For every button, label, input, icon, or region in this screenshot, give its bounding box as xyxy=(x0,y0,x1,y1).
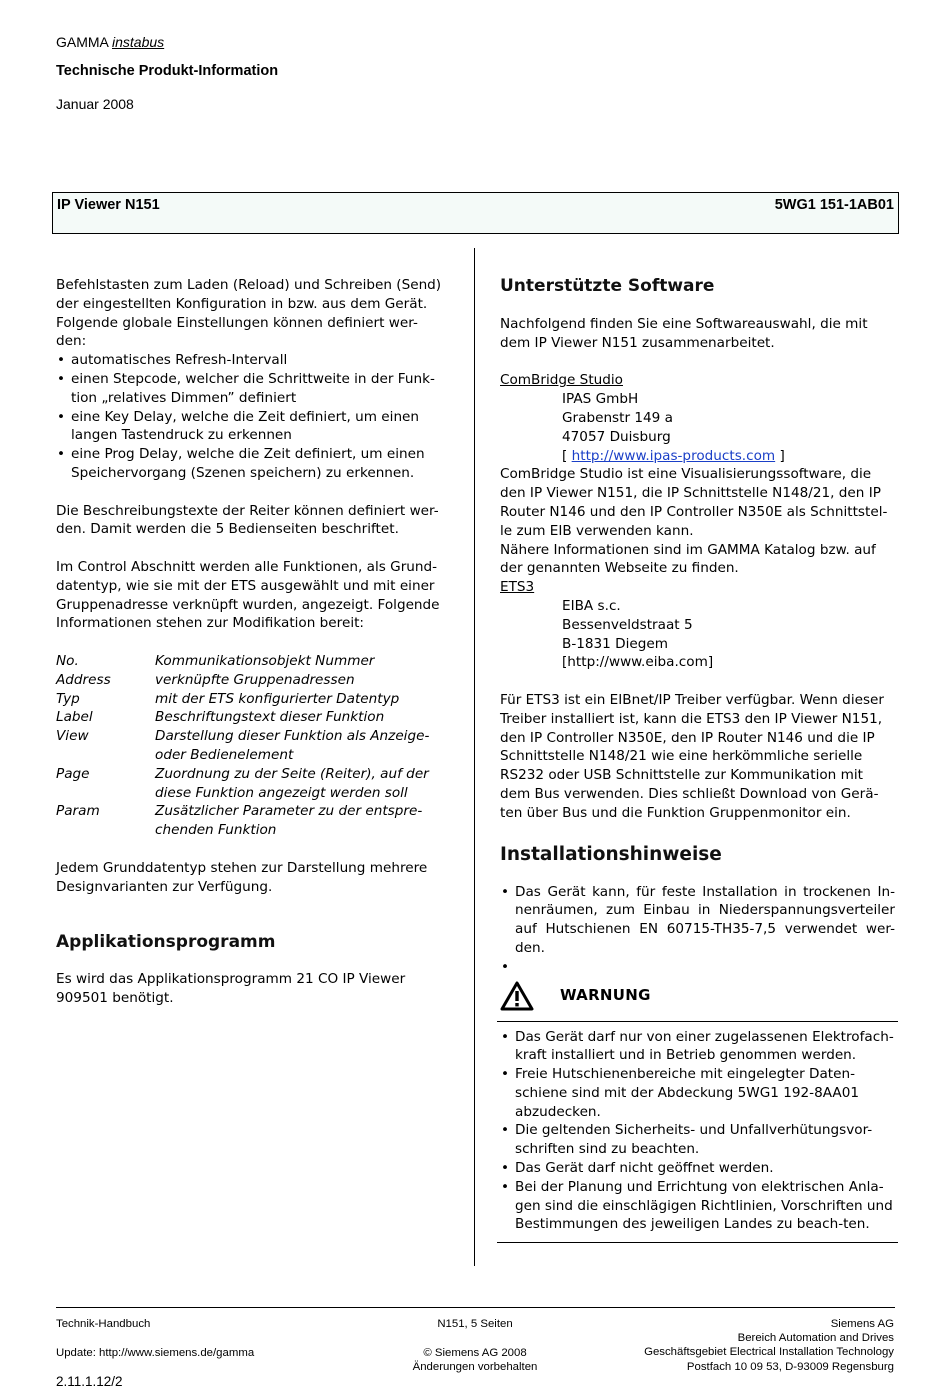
intro-text: Befehlstasten zum Laden (Reload) und Schreiben (Send) der eingestellten Konfiguration in bzw. aus dem Gerät. Folgende globale Einstellungen können definiert wer-den: xyxy=(56,277,442,350)
list-item: • einen Stepcode, welcher die Schrittweite in der Funk-tion „relatives Dimmen” definiert xyxy=(56,370,448,408)
list-item: • Das Gerät darf nicht geöffnet werden. xyxy=(500,1159,895,1178)
address-line: IPAS GmbH xyxy=(562,391,639,408)
left-column xyxy=(56,276,448,1008)
warning-list xyxy=(500,1028,895,1235)
footer-update: Update: http://www.siemens.de/gamma xyxy=(56,1347,255,1359)
field-desc: verknüpfte Gruppenadressen xyxy=(155,671,355,688)
list-item: • Das Gerät kann, für feste Installation in trockenen In-nenräumen, zum Einbau in Niederspannungsverteiler auf Hutschienen EN 60715-TH35-7,5 verwendet wer-den. xyxy=(500,883,895,958)
design-text: Jedem Grunddatentyp stehen zur Darstellung mehrere Designvarianten zur Verfügung. xyxy=(56,859,428,895)
control-text: Im Control Abschnitt werden alle Funktionen, als Grund-datentyp, wie sie mit der ETS ausgewählt und mit einer Gruppenadresse verknüpft wurden, angezeigt. Folgende Informationen stehen zur Modifikation bereit: xyxy=(56,558,440,632)
field-key: Page xyxy=(56,765,90,782)
field-key: Typ xyxy=(56,690,80,707)
combridge-link-line xyxy=(562,447,895,466)
list-item xyxy=(500,958,895,977)
footer-pages: N151, 5 Seiten xyxy=(437,1318,513,1330)
install-list xyxy=(500,883,895,977)
field-key: No. xyxy=(56,652,79,669)
combridge-address xyxy=(500,390,895,465)
address-line: B-1831 Diegem xyxy=(562,635,668,652)
address-line: Bessenveldstraat 5 xyxy=(562,616,693,633)
field-key: View xyxy=(56,728,89,745)
address-line: EIBA s.c. xyxy=(562,597,621,614)
brand-name: GAMMA xyxy=(56,34,109,50)
ets-text: Für ETS3 ist ein EIBnet/IP Treiber verfügbar. Wenn dieser Treiber installiert ist, kann die ETS3 den IP Viewer N151, den IP Controller N350E, den IP Router N146 und die IP Schnittstelle N148/21 wie eine herkömmliche serielle RS232 oder USB Schnittstelle zur Kommunikation mit dem Bus verwenden. Dies schließt Download von Gerä-ten über Bus und die Funktion Gruppenmonitor ein. xyxy=(500,691,884,821)
footer-divider xyxy=(56,1307,895,1308)
footer-page-ref: 2.11.1.12/2 xyxy=(56,1374,123,1389)
tabs-text: Die Beschreibungstexte der Reiter können definiert wer-den. Damit werden die 5 Bedienseiten beschriftet. xyxy=(56,502,439,538)
warning-divider xyxy=(497,1021,898,1022)
warning-header xyxy=(500,977,895,1015)
product-title-bar xyxy=(52,192,899,234)
company-line: Geschäftsgebiet Electrical Installation Technology xyxy=(644,1346,894,1359)
bracket-open: [ xyxy=(562,447,568,464)
fields-table xyxy=(56,652,448,840)
column-divider xyxy=(474,248,475,1266)
header-brand xyxy=(56,34,164,50)
software-intro: Nachfolgend finden Sie eine Softwareauswahl, die mit dem IP Viewer N151 zusammenarbeitet. xyxy=(500,316,868,351)
list-item: • Das Gerät darf nur von einer zugelassenen Elektrofach-kraft installiert und in Betrieb genommen werden. xyxy=(500,1028,895,1066)
brand-instabus: instabus xyxy=(112,34,165,50)
address-line: [http://www.eiba.com] xyxy=(562,654,714,671)
company-line: Postfach 10 09 53, D-93009 Regensburg xyxy=(686,1360,894,1373)
combridge-desc: ComBridge Studio ist eine Visualisierungssoftware, die den IP Viewer N151, die IP Schnittstelle N148/21, den IP Router N146 und den IP Controller N350E als Schnittstel-le zum EIB verwenden kann. xyxy=(500,466,888,539)
field-desc: Zuordnung zu der Seite (Reiter), auf der diese Funktion angezeigt werden soll xyxy=(155,765,429,801)
field-desc: Darstellung dieser Funktion als Anzeige- oder Bedienelement xyxy=(155,728,430,763)
field-key: Label xyxy=(56,709,93,726)
list-item: • eine Key Delay, welche die Zeit definiert, um einen langen Tastendruck zu erkennen xyxy=(56,408,448,446)
combridge-title: ComBridge Studio xyxy=(500,372,623,389)
list-item: • eine Prog Delay, welche die Zeit definiert, um einen Speichervorgang (Szenen speichern) zu erkennen. xyxy=(56,445,448,483)
doc-date: Januar 2008 xyxy=(56,96,134,112)
combridge-more: Nähere Informationen sind im GAMMA Katalog bzw. auf der genannten Webseite zu finden. xyxy=(500,541,876,577)
field-desc: Zusätzlicher Parameter zu der entspre-chenden Funktion xyxy=(155,803,423,839)
address-line: Grabenstr 149 a xyxy=(562,409,673,426)
section-heading-app: Applikationsprogramm xyxy=(56,932,276,953)
section-heading-software: Unterstützte Software xyxy=(500,276,715,296)
footer-manual: Technik-Handbuch xyxy=(56,1318,151,1330)
settings-list xyxy=(56,351,448,483)
field-key: Param xyxy=(56,803,100,820)
bracket-close: ] xyxy=(779,447,785,464)
footer-copyright: © Siemens AG 2008 xyxy=(423,1347,527,1359)
doc-type: Technische Produkt-Information xyxy=(56,63,279,79)
combridge-link[interactable]: http://www.ipas-products.com xyxy=(571,447,776,464)
footer-note: Änderungen vorbehalten xyxy=(412,1361,538,1373)
app-text: Es wird das Applikationsprogramm 21 CO IP Viewer 909501 benötigt. xyxy=(56,971,406,1007)
product-name: IP Viewer N151 xyxy=(57,197,160,213)
section-heading-install: Installationshinweise xyxy=(500,843,722,865)
list-item: • Die geltenden Sicherheits- und Unfallverhütungsvor-schriften sind zu beachten. xyxy=(500,1121,895,1159)
warning-label: WARNUNG xyxy=(560,986,651,1005)
ets-title: ETS3 xyxy=(500,579,535,596)
company-line: Siemens AG xyxy=(830,1318,894,1330)
warning-triangle-icon xyxy=(500,981,534,1011)
company-line: Bereich Automation and Drives xyxy=(737,1332,894,1345)
address-line: 47057 Duisburg xyxy=(562,428,671,445)
list-item: • Freie Hutschienenbereiche mit eingelegter Daten-schiene sind mit der Abdeckung 5WG1 192-8AA01 abzudecken. xyxy=(500,1065,895,1121)
field-key: Address xyxy=(56,671,111,688)
list-item: • Bei der Planung und Errichtung von elektrischen Anla-gen sind die einschlägigen Richtlinien, Vorschriften und Bestimmungen des jeweiligen Landes zu beach-ten. xyxy=(500,1178,895,1234)
order-number: 5WG1 151-1AB01 xyxy=(774,197,894,213)
field-desc: mit der ETS konfigurierter Datentyp xyxy=(155,690,400,707)
list-item: • automatisches Refresh-Intervall xyxy=(56,351,448,370)
footer-company xyxy=(644,1317,894,1374)
right-column xyxy=(500,276,895,1243)
warning-end-divider xyxy=(497,1242,898,1243)
field-desc: Beschriftungstext dieser Funktion xyxy=(155,709,385,726)
ets-address xyxy=(500,597,895,672)
field-desc: Kommunikationsobjekt Nummer xyxy=(155,652,375,669)
